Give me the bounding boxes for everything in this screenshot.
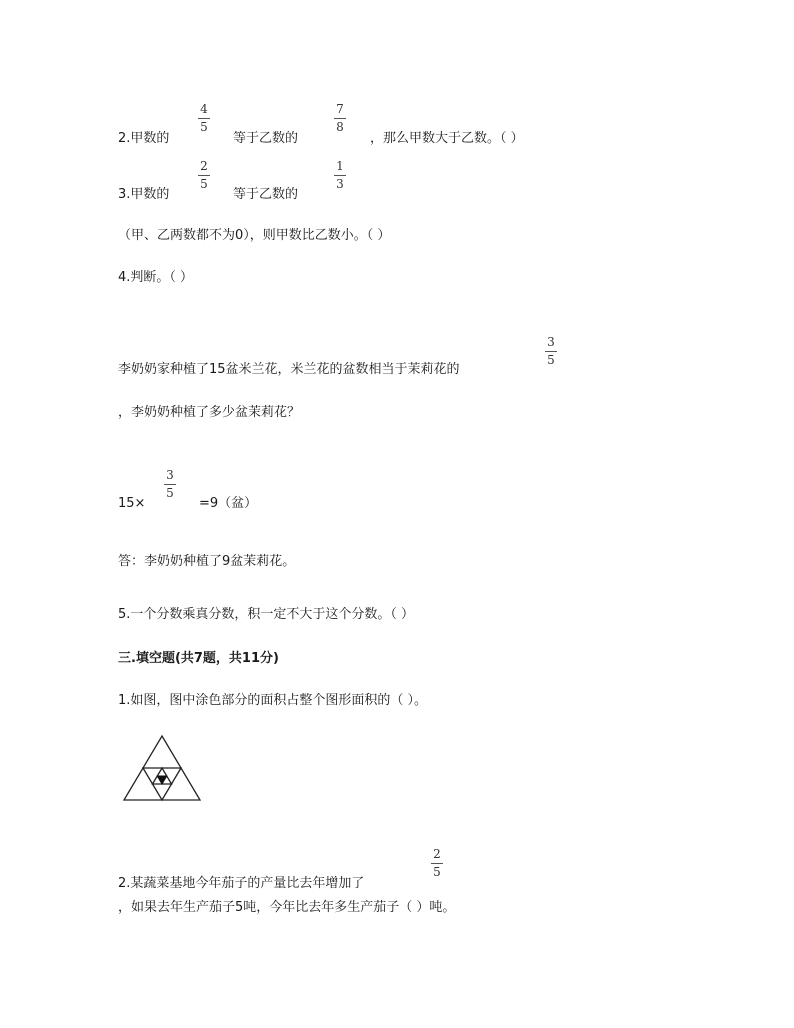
fraction-denominator: 5 — [166, 486, 174, 500]
q5-text: 5.一个分数乘真分数，积一定不大于这个分数。（ ） — [118, 607, 415, 622]
q3-fraction-1 — [196, 160, 212, 191]
fraction-bar — [545, 351, 557, 352]
q4-problem-line2: ，李奶奶种植了多少盆茉莉花？ — [118, 405, 301, 420]
fill2-prefix: 2.某蔬菜基地今年茄子的产量比去年增加了 — [118, 876, 365, 891]
q2-prefix: 2.甲数的 — [118, 131, 170, 146]
fill1-text: 1.如图，图中涂色部分的面积占整个图形面积的（ ）。 — [118, 693, 428, 708]
fraction-bar — [198, 175, 210, 176]
fraction-numerator: 3 — [166, 468, 174, 482]
q3-fraction-2 — [332, 160, 348, 191]
fill2-line2: ，如果去年生产茄子5吨，今年比去年多生产茄子（ ）吨。 — [118, 900, 456, 915]
fraction-numerator: 7 — [336, 102, 344, 116]
fraction-denominator: 5 — [200, 177, 208, 191]
fill2-fraction — [429, 848, 445, 879]
q4-problem-line1: 李奶奶家种植了15盆米兰花，米兰花的盆数相当于茉莉花的 — [118, 362, 460, 377]
q4-title: 4.判断。（ ） — [118, 270, 194, 285]
fraction-numerator: 3 — [547, 335, 555, 349]
q2-middle: 等于乙数的 — [233, 131, 299, 146]
fraction-bar — [431, 863, 443, 864]
q3-line2: （甲、乙两数都不为0），则甲数比乙数小。（ ） — [118, 228, 391, 243]
q2-suffix: ，那么甲数大于乙数。（ ） — [370, 131, 524, 146]
fraction-numerator: 4 — [200, 102, 208, 116]
section-title: 三.填空题(共7题，共11分) — [118, 651, 279, 666]
fraction-numerator: 2 — [200, 159, 208, 173]
q4-calc-right: =9（盆） — [199, 496, 258, 511]
fraction-denominator: 5 — [433, 865, 441, 879]
fraction-denominator: 5 — [547, 353, 555, 367]
fraction-bar — [198, 118, 210, 119]
fraction-denominator: 5 — [200, 120, 208, 134]
q2-fraction-2 — [332, 103, 348, 134]
fraction-bar — [164, 484, 176, 485]
fraction-bar — [334, 175, 346, 176]
q4-problem-fraction — [543, 336, 559, 367]
fraction-denominator: 8 — [336, 120, 344, 134]
q4-calc-fraction — [162, 469, 178, 500]
fraction-bar — [334, 118, 346, 119]
q3-middle: 等于乙数的 — [233, 187, 299, 202]
fraction-numerator: 2 — [433, 847, 441, 861]
q4-answer: 答：李奶奶种植了9盆茉莉花。 — [118, 554, 296, 569]
fraction-numerator: 1 — [336, 159, 344, 173]
triangle-figure — [122, 734, 202, 802]
q4-calc-left: 15× — [118, 496, 146, 511]
fraction-denominator: 3 — [336, 177, 344, 191]
q2-fraction-1 — [196, 103, 212, 134]
shaded-triangle — [157, 776, 167, 784]
q3-prefix: 3.甲数的 — [118, 187, 170, 202]
